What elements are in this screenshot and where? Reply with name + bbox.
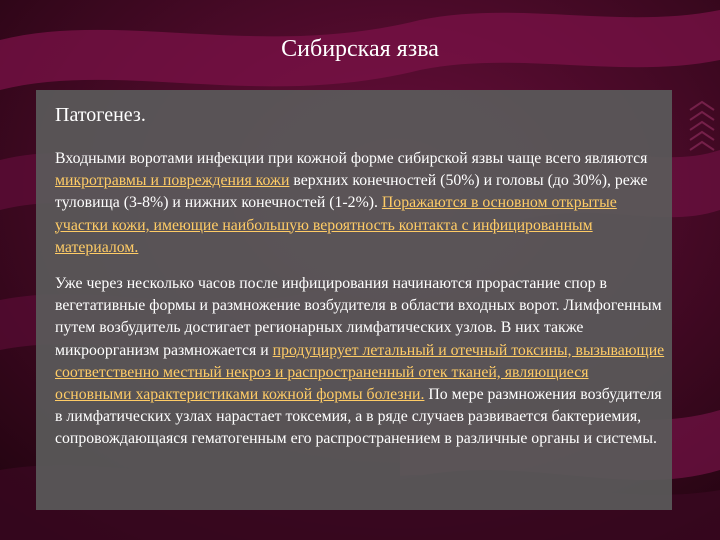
slide-title: Сибирская язва	[281, 36, 439, 62]
paragraph2-text-2: По мере размножения возбудителя в лимфатических узлах нарастает токсемия, а в ряде случаев развивается бактериемия, сопровождающаяся гематогенным его распространением в различные органы и системы.	[55, 386, 662, 448]
paragraph1-text-1: Входными воротами инфекции при кожной форме сибирской язвы чаще всего являются	[55, 150, 648, 167]
paragraph-pathogenesis	[55, 273, 667, 451]
slide-subtitle: Патогенез.	[55, 104, 146, 126]
slide-body	[55, 148, 667, 451]
paragraph-entry-routes	[55, 148, 667, 259]
paragraph2-text-1: Уже через несколько часов после инфицирования начинаются прорастание спор в вегетативные формы и размножение возбудителя в области входных ворот. Лимфогенным путем возбудитель достигает регионарных лимфатических узлов. В них также микроорганизм размножается и	[55, 275, 662, 359]
paragraph1-text-2: верхних конечностей (50%) и головы (до 30%), реже туловища (3-8%) и нижних конечностей (1-2%).	[55, 172, 648, 212]
highlight-toxins: продуцирует летальный и отечный токсины, вызывающие соответственно местный некроз и распространенный отек тканей, являющиеся основными характеристиками кожной формы болезни.	[55, 341, 665, 404]
highlight-microtrauma: микротравмы и повреждения кожи	[55, 172, 290, 190]
highlight-exposed-skin: Поражаются в основном открытые участки кожи, имеющие наибольшую вероятность контакта с инфицированным материалом.	[55, 194, 617, 256]
